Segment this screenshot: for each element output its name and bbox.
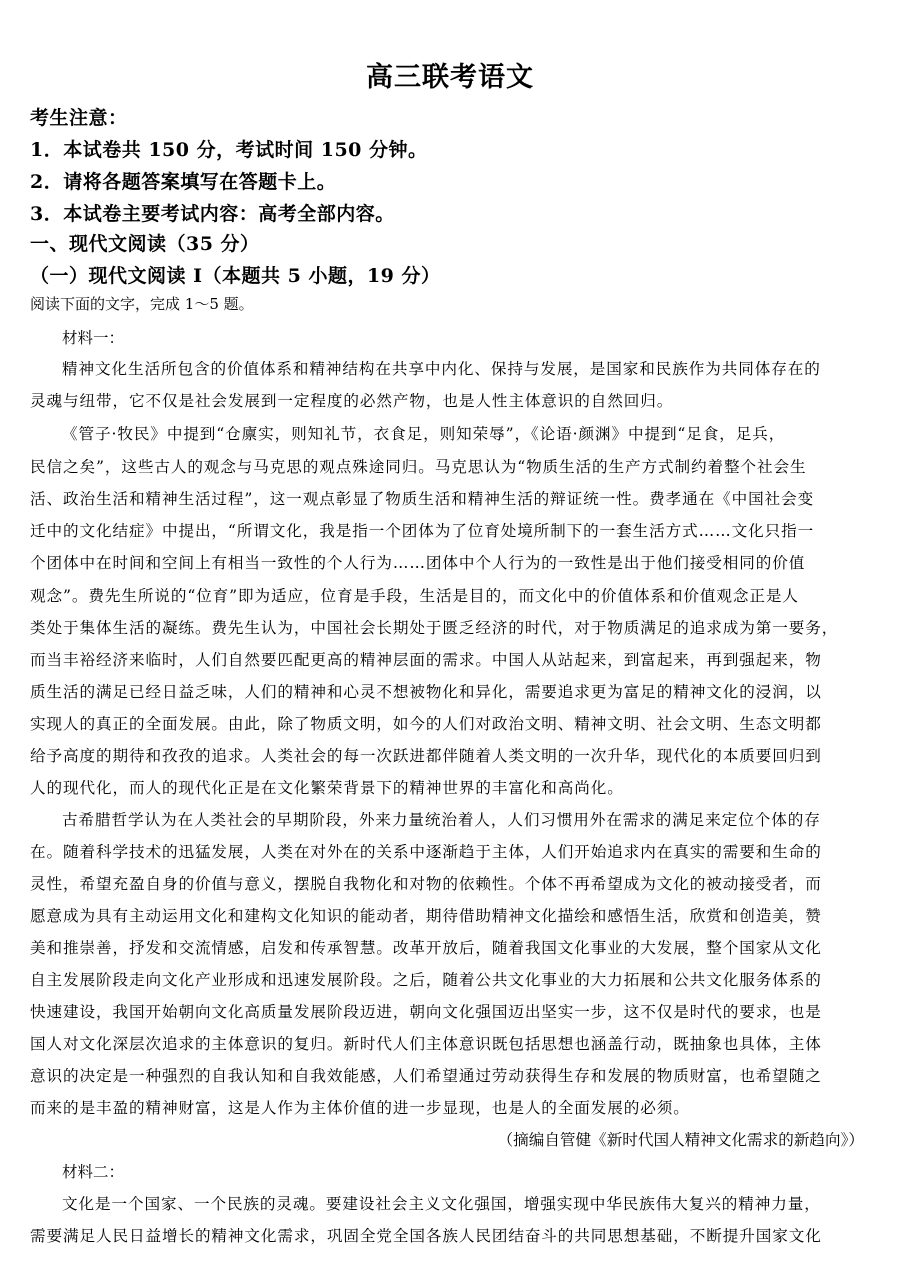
text-line: 古希腊哲学认为在人类社会的早期阶段，外来力量统治着人，人们习惯用外在需求的满足来定位个体的存 [62, 811, 821, 829]
text-line: 人的现代化，而人的现代化正是在文化繁荣背景下的精神世界的丰富化和高尚化。 [30, 779, 624, 797]
text-line: 自主发展阶段走向文化产业形成和迅速发展阶段。之后，随着公共文化事业的大力拓展和公共文化服务体系的 [30, 971, 822, 989]
text-line: 文化是一个国家、一个民族的灵魂。要建设社会主义文化强国，增强实现中华民族伟大复兴的精神力量， [62, 1195, 821, 1213]
material1-label: 材料一： [62, 329, 125, 347]
text-line: 需要满足人民日益增长的精神文化需求，巩固全党全国各族人民团结奋斗的共同思想基础，不断提升国家文化 [30, 1227, 822, 1245]
text-line: 《管子·牧民》中提到“仓廪实，则知礼节，衣食足，则知荣辱”，《论语·颜渊》中提到“足食，足兵， [62, 425, 786, 443]
text-line: 类处于集体生活的凝练。费先生认为，中国社会长期处于匮乏经济的时代，对于物质满足的追求成为第一要务， [30, 619, 839, 637]
notice-heading: 考生注意： [30, 107, 128, 129]
notice-item: 3．本试卷主要考试内容：高考全部内容。 [30, 203, 395, 225]
text-line: 民信之矣”，这些古人的观念与马克思的观点殊途同归。马克思认为“物质生活的生产方式制约着整个社会生 [30, 458, 807, 476]
text-line: 质生活的满足已经日益乏味，人们的精神和心灵不想被物化和异化，需要追求更为富足的精神文化的浸润，以 [30, 683, 822, 701]
page-title: 高三联考语文 [366, 62, 534, 93]
text-line: 美和推崇善，抒发和交流情感，启发和传承智慧。改革开放后，随着我国文化事业的大发展，整个国家从文化 [30, 939, 822, 957]
text-line: 意识的决定是一种强烈的自我认知和自我效能感，人们希望通过劳动获得生存和发展的物质财富，也希望随之 [30, 1067, 822, 1085]
text-line: 而来的是丰盈的精神财富，这是人作为主体价值的进一步显现，也是人的全面发展的必须。 [30, 1099, 690, 1117]
text-line: 迁中的文化结症》中提出，“所谓文化，我是指一个团体为了位育处境所制下的一套生活方式……文化只指一 [30, 522, 815, 540]
text-line: 而当丰裕经济来临时，人们自然要匹配更高的精神层面的需求。中国人从站起来，到富起来，再到强起来，物 [30, 651, 822, 669]
text-line: 国人对文化深层次追求的主体意识的复归。新时代人们主体意识既包括思想也涵盖行动，既抽象也具体，主体 [30, 1035, 822, 1053]
text-line: 给予高度的期待和孜孜的追求。人类社会的每一次跃进都伴随着人类文明的一次升华，现代化的本质要回归到 [30, 747, 822, 765]
text-line: 快速建设，我国开始朝向文化高质量发展阶段迈进，朝向文化强国迈出坚实一步，这不仅是时代的要求，也是 [30, 1003, 822, 1021]
material2-label: 材料二： [62, 1163, 125, 1181]
material1-source: （摘编自管健《新时代国人精神文化需求的新趋向》） [497, 1131, 864, 1149]
text-line: 灵魂与纽带，它不仅是社会发展到一定程度的必然产物，也是人性主体意识的自然回归。 [30, 392, 674, 410]
section-subheading: （一）现代文阅读 I（本题共 5 小题，19 分） [30, 265, 441, 287]
text-line: 个团体中在时间和空间上有相当一致性的个人行为……团体中个人行为的一致性是出于他们接受相同的价值 [30, 554, 806, 572]
text-line: 愿意成为具有主动运用文化和建构文化知识的能动者，期待借助精神文化描绘和感悟生活，欣赏和创造美，赞 [30, 907, 822, 925]
text-line: 在。随着科学技术的迅猛发展，人类在对外在的关系中逐渐趋于主体，人们开始追求内在真实的需要和生命的 [30, 843, 822, 861]
text-line: 观念”。费先生所说的“位育”即为适应，位育是手段，生活是目的，而文化中的价值体系和价值观念正是人 [30, 587, 799, 605]
text-line: 活、政治生活和精神生活过程”，这一观点彰显了物质生活和精神生活的辩证统一性。费孝通在《中国社会变 [30, 490, 815, 508]
text-line: 实现人的真正的全面发展。由此，除了物质文明，如今的人们对政治文明、精神文明、社会文明、生态文明都 [30, 715, 822, 733]
notice-item: 1．本试卷共 150 分，考试时间 150 分钟。 [30, 139, 428, 161]
instruction: 阅读下面的文字，完成 1～5 题。 [30, 295, 254, 313]
text-line: 精神文化生活所包含的价值体系和精神结构在共享中内化、保持与发展，是国家和民族作为共同体存在的 [62, 360, 821, 378]
text-line: 灵性，希望充盈自身的价值与意义，摆脱自我物化和对物的依赖性。个体不再希望成为文化的被动接受者，而 [30, 875, 822, 893]
notice-item: 2．请将各题答案填写在答题卡上。 [30, 171, 337, 193]
section-heading: 一、现代文阅读（35 分） [30, 233, 260, 255]
